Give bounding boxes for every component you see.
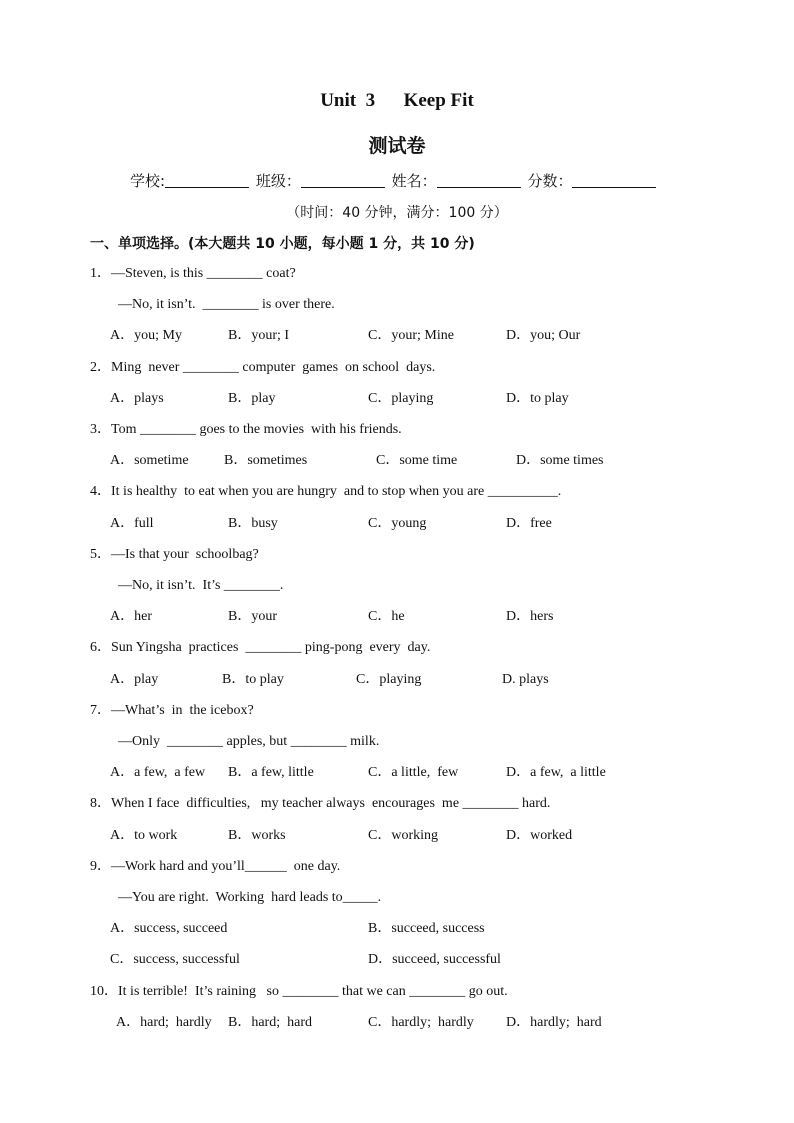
question-10-option-c[interactable]: C．hardly; hardly (368, 1015, 474, 1030)
question-1-option-c[interactable]: C．your; Mine (368, 328, 454, 343)
question-6-option-d[interactable]: D. plays (502, 672, 549, 687)
question-8-option-d[interactable]: D．worked (506, 828, 573, 843)
question-4-line-1: 4．It is healthy to eat when you are hungry and to stop when you are __________. (90, 484, 562, 499)
school-label: 学校: (130, 172, 166, 190)
name-blank[interactable] (437, 173, 521, 188)
question-9-line-1: 9．—Work hard and you’ll______ one day. (90, 859, 341, 874)
question-9-line-2: —You are right. Working hard leads to_____. (118, 890, 382, 905)
score-blank[interactable] (572, 173, 656, 188)
question-7-line-1: 7．—What’s in the icebox? (90, 703, 254, 718)
question-4-option-a[interactable]: A．full (110, 516, 154, 531)
question-6-option-b[interactable]: B．to play (222, 672, 284, 687)
question-9-option-c[interactable]: C．success, successful (110, 952, 240, 967)
class-label: 班级： (255, 172, 301, 190)
question-10-line-1: 10．It is terrible! It’s raining so ________ that we can ________ go out. (90, 984, 508, 999)
question-10-option-a[interactable]: A．hard; hardly (116, 1015, 212, 1030)
question-2-option-a[interactable]: A．plays (110, 391, 164, 406)
question-8-option-c[interactable]: C．working (368, 828, 438, 843)
student-info-row (130, 170, 658, 191)
question-6-line-1: 6．Sun Yingsha practices ________ ping-pong every day. (90, 640, 431, 655)
question-2-option-b[interactable]: B．play (228, 391, 276, 406)
school-blank[interactable] (165, 173, 249, 188)
question-3-line-1: 3．Tom ________ goes to the movies with his friends. (90, 422, 402, 437)
question-7-option-b[interactable]: B．a few, little (228, 765, 314, 780)
question-8-option-b[interactable]: B．works (228, 828, 286, 843)
question-4-option-d[interactable]: D．free (506, 516, 552, 531)
question-5-line-2: —No, it isn’t. It’s ________. (118, 578, 284, 593)
page-title: Unit 3 Keep Fit (320, 90, 474, 111)
question-3-option-b[interactable]: B．sometimes (224, 453, 308, 468)
question-5-option-d[interactable]: D．hers (506, 609, 554, 624)
question-5-option-c[interactable]: C．he (368, 609, 405, 624)
score-label: 分数： (527, 172, 573, 190)
question-1-option-b[interactable]: B．your; I (228, 328, 290, 343)
question-10-option-b[interactable]: B．hard; hard (228, 1015, 312, 1030)
question-9-option-d[interactable]: D．succeed, successful (368, 952, 501, 967)
question-8-option-a[interactable]: A．to work (110, 828, 178, 843)
question-6-option-c[interactable]: C．playing (356, 672, 422, 687)
question-4-option-c[interactable]: C．young (368, 516, 427, 531)
section-heading: 一、单项选择。(本大题共 10 小题，每小题 1 分，共 10 分) (90, 236, 475, 252)
time-note: （时间：40 分钟，满分：100 分） (286, 205, 508, 221)
question-2-option-d[interactable]: D．to play (506, 391, 569, 406)
question-1-option-a[interactable]: A．you; My (110, 328, 182, 343)
question-2-line-1: 2．Ming never ________ computer games on school days. (90, 360, 436, 375)
class-blank[interactable] (301, 173, 385, 188)
question-7-option-d[interactable]: D．a few, a little (506, 765, 606, 780)
name-label: 姓名： (391, 172, 437, 190)
question-3-option-d[interactable]: D．some times (516, 453, 604, 468)
question-1-line-2: —No, it isn’t. ________ is over there. (118, 297, 335, 312)
question-6-option-a[interactable]: A．play (110, 672, 159, 687)
question-5-line-1: 5．—Is that your schoolbag? (90, 547, 259, 562)
question-9-option-b[interactable]: B．succeed, success (368, 921, 485, 936)
question-1-option-d[interactable]: D．you; Our (506, 328, 581, 343)
question-10-option-d[interactable]: D．hardly; hard (506, 1015, 602, 1030)
question-7-option-a[interactable]: A．a few, a few (110, 765, 206, 780)
question-7-option-c[interactable]: C．a little, few (368, 765, 459, 780)
question-5-option-a[interactable]: A．her (110, 609, 152, 624)
question-3-option-c[interactable]: C．some time (376, 453, 458, 468)
question-3-option-a[interactable]: A．sometime (110, 453, 189, 468)
question-8-line-1: 8．When I face difficulties, my teacher always encourages me ________ hard. (90, 796, 551, 811)
question-7-line-2: —Only ________ apples, but ________ milk. (118, 734, 380, 749)
question-5-option-b[interactable]: B．your (228, 609, 277, 624)
question-9-option-a[interactable]: A．success, succeed (110, 921, 228, 936)
question-1-line-1: 1．—Steven, is this ________ coat? (90, 266, 296, 281)
page-subtitle: 测试卷 (368, 135, 426, 157)
question-2-option-c[interactable]: C．playing (368, 391, 434, 406)
question-4-option-b[interactable]: B．busy (228, 516, 278, 531)
